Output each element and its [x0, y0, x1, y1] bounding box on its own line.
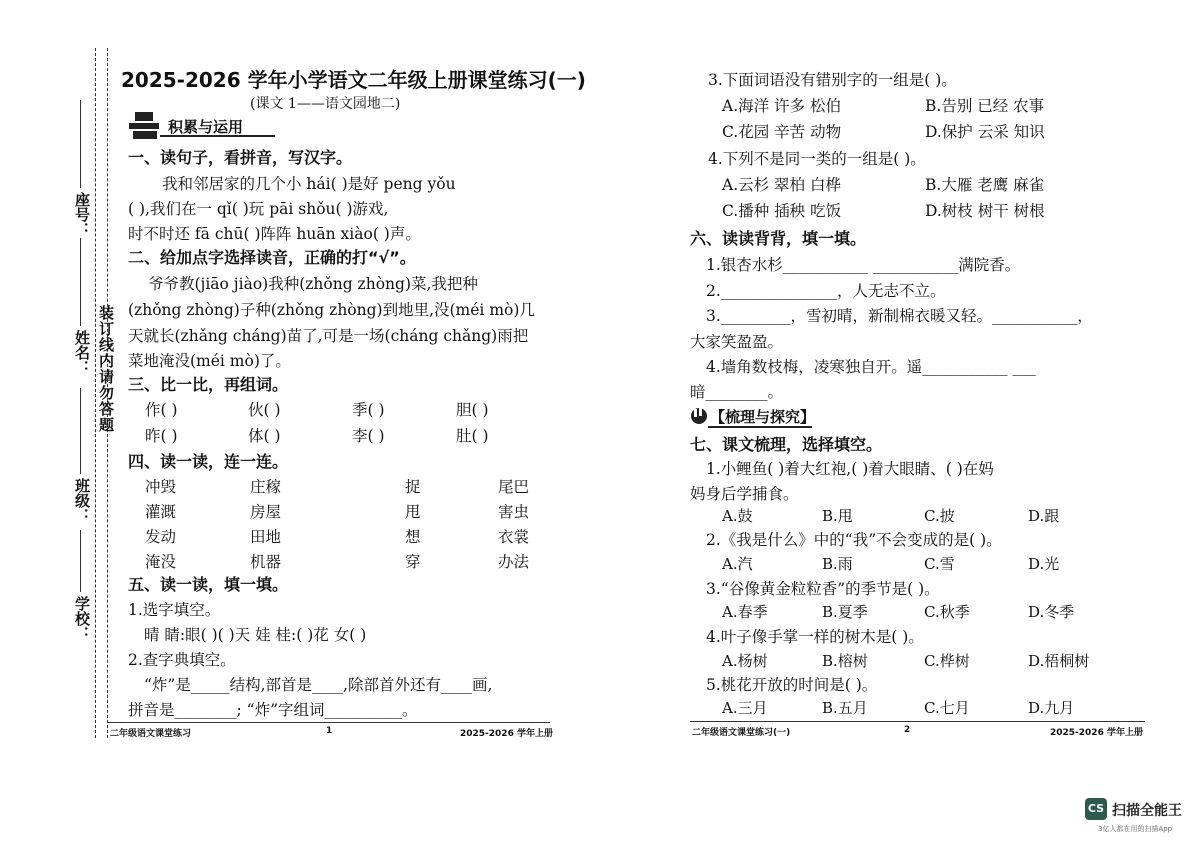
s7-q2: 2.《我是什么》中的“我”不会变成的是( )。: [706, 531, 1002, 549]
s7-q2-option-a[interactable]: A.汽: [722, 555, 753, 573]
class-label: 班级：: [73, 478, 91, 523]
match-item[interactable]: 灌溉: [145, 503, 177, 521]
s7-q1-line-1: 1.小鲤鱼( )着大红袍,( )着大眼睛、( )在妈: [706, 460, 994, 478]
p2-q4-b[interactable]: B.大雁 老鹰 麻雀: [925, 176, 1045, 194]
s7-q1-option-b[interactable]: B.甩: [822, 507, 853, 525]
s6-line-6: 暗________。: [690, 383, 784, 401]
match-item[interactable]: 冲毁: [145, 478, 177, 496]
s7-q3-option-a[interactable]: A.春季: [722, 603, 768, 621]
page-2-footer-rule: [690, 721, 1145, 722]
hand-icon: [688, 406, 710, 426]
s7-q5: 5.桃花开放的时间是( )。: [706, 676, 878, 694]
banner-explore-label: 【梳理与探究】: [710, 408, 816, 426]
s7-q4-option-a[interactable]: A.杨树: [722, 652, 768, 670]
p2-q3-a[interactable]: A.海洋 许多 松伯: [722, 97, 841, 115]
section-1-heading: 一、读句子，看拼音，写汉字。: [128, 148, 353, 167]
s6-line-1: 1.银杏水杉___________ ___________满院香。: [706, 256, 1021, 274]
banner-label: 积累与运用: [168, 118, 244, 136]
s7-q4: 4.叶子像手掌一样的树木是( )。: [706, 628, 924, 646]
p2-q3-b[interactable]: B.告别 已经 农事: [925, 97, 1045, 115]
seat-field[interactable]: [80, 100, 81, 188]
s7-q5-option-b[interactable]: B.五月: [822, 699, 868, 717]
s3-r2-c1: 昨( ): [145, 427, 178, 445]
match-item[interactable]: 发动: [145, 528, 177, 546]
section-4-heading: 四、读一读，连一连。: [128, 452, 289, 471]
match-item[interactable]: 房屋: [250, 503, 282, 521]
s7-q4-option-d[interactable]: D.梧桐树: [1028, 652, 1090, 670]
s3-r1-c4: 胆( ): [456, 401, 489, 419]
s7-q1-option-d[interactable]: D.跟: [1028, 507, 1060, 525]
seat-label: 座号：: [73, 192, 91, 237]
s6-line-2: 2._______________，人无志不立。: [706, 282, 946, 300]
page-subtitle: (课文 1——语文园地二): [250, 96, 401, 112]
s7-q3: 3.“谷像黄金粒粒香”的季节是( )。: [706, 580, 940, 598]
match-item[interactable]: 机器: [250, 553, 282, 571]
s3-r2-c3: 李( ): [352, 427, 385, 445]
p2-q4-a[interactable]: A.云杉 翠柏 白桦: [722, 176, 841, 194]
s7-q3-option-d[interactable]: D.冬季: [1028, 603, 1075, 621]
s7-q5-option-a[interactable]: A.三月: [722, 699, 768, 717]
s7-q1-line-2: 妈身后学捕食。: [690, 485, 799, 503]
p2-q3-c[interactable]: C.花园 辛苦 动物: [722, 123, 842, 141]
s7-q3-option-b[interactable]: B.夏季: [822, 603, 868, 621]
s7-q1-option-c[interactable]: C.披: [924, 507, 955, 525]
s5-q1-line: 晴 睛:眼( )( )天 娃 桂:( )花 女( ): [144, 626, 367, 644]
page-2-number: 2: [904, 725, 911, 735]
section-6-heading: 六、读读背背，填一填。: [690, 229, 867, 248]
binding-notice: 装订线内请勿答题: [97, 305, 115, 433]
page-1-footer-right: 2025-2026 学年上册: [460, 729, 553, 739]
match-item[interactable]: 田地: [250, 528, 282, 546]
s6-line-3: 3._________，雪初晴，新制棉衣暖又轻。___________，: [706, 307, 1093, 325]
p2-q3-d[interactable]: D.保护 云采 知识: [925, 123, 1045, 141]
p2-q3: 3.下面词语没有错别字的一组是( )。: [708, 71, 957, 89]
s7-q4-option-b[interactable]: B.榕树: [822, 652, 868, 670]
class-field[interactable]: [80, 388, 81, 474]
section-5-heading: 五、读一读，填一填。: [128, 575, 289, 594]
s7-q1-option-a[interactable]: A.鼓: [722, 507, 753, 525]
banner-explore-underline: [708, 426, 812, 428]
section-3-heading: 三、比一比，再组词。: [128, 375, 289, 394]
s5-q2-line-2: 拼音是________; “炸”字组词__________。: [128, 701, 418, 719]
match-item[interactable]: 害虫: [498, 503, 530, 521]
s5-q2: 2.查字典填空。: [128, 651, 236, 669]
p2-q4: 4.下列不是同一类的一组是( )。: [708, 150, 926, 168]
s6-line-5: 4.墙角数枝梅，凌寒独自开。遥___________ ___: [706, 358, 1036, 376]
s3-r1-c2: 伙( ): [248, 401, 281, 419]
match-item[interactable]: 办法: [498, 553, 530, 571]
match-item[interactable]: 想: [405, 528, 421, 546]
s7-q2-option-b[interactable]: B.雨: [822, 555, 853, 573]
page-1-footer-left: 二年级语文课堂练习: [110, 729, 192, 739]
s7-q2-option-d[interactable]: D.光: [1028, 555, 1060, 573]
camscanner-logo-icon: CS: [1085, 798, 1107, 820]
section-7-heading: 七、课文梳理，选择填空。: [690, 435, 883, 454]
match-item[interactable]: 庄稼: [250, 478, 282, 496]
watermark-name: 扫描全能王: [1112, 803, 1182, 819]
page-2-footer-right: 2025-2026 学年上册: [1050, 728, 1143, 738]
s1-line-2: ( ),我们在一 qǐ( )玩 pāi shǒu( )游戏,: [128, 200, 389, 218]
match-item[interactable]: 尾巴: [498, 478, 530, 496]
school-field[interactable]: [80, 530, 81, 592]
s7-q5-option-c[interactable]: C.七月: [924, 699, 970, 717]
match-item[interactable]: 捉: [405, 478, 421, 496]
s1-line-3: 时不时还 fā chū( )阵阵 huān xiào( )声。: [128, 225, 421, 243]
page-2-footer-left: 二年级语文课堂练习(一): [692, 728, 791, 738]
s3-r2-c4: 肚( ): [456, 427, 489, 445]
page-1-number: 1: [326, 726, 333, 736]
s1-line-1: 我和邻居家的几个小 hái( )是好 peng yǒu: [162, 175, 456, 193]
page-title: 2025-2026 学年小学语文二年级上册课堂练习(一): [121, 68, 586, 92]
p2-q4-d[interactable]: D.树枝 树干 树根: [925, 202, 1045, 220]
s7-q4-option-c[interactable]: C.桦树: [924, 652, 970, 670]
banner-book-icon: [126, 110, 164, 142]
section-2-heading: 二、给加点字选择读音，正确的打“√”。: [128, 248, 416, 267]
name-field[interactable]: [80, 238, 81, 326]
school-label: 学校：: [73, 596, 91, 641]
match-item[interactable]: 甩: [405, 503, 421, 521]
page-1-footer-rule: [108, 722, 550, 723]
name-label: 姓名：: [73, 330, 91, 375]
s3-r2-c2: 体( ): [248, 427, 281, 445]
match-item[interactable]: 淹没: [145, 553, 177, 571]
match-item[interactable]: 衣裳: [498, 528, 530, 546]
s7-q3-option-c[interactable]: C.秋季: [924, 603, 970, 621]
watermark-tagline: 3亿人都在用的扫描App: [1098, 825, 1173, 833]
s2-line-1: 爷爷教(jiāo jiào)我种(zhǒng zhòng)菜,我把种: [148, 275, 478, 293]
s5-q1: 1.选字填空。: [128, 601, 221, 619]
s3-r1-c1: 作( ): [145, 401, 178, 419]
p2-q4-c[interactable]: C.播种 插秧 吃饭: [722, 202, 842, 220]
match-item[interactable]: 穿: [405, 553, 421, 571]
s7-q5-option-d[interactable]: D.九月: [1028, 699, 1075, 717]
s2-line-3: 天就长(zhǎng cháng)苗了,可是一场(cháng chǎng)雨把: [128, 327, 529, 345]
s7-q2-option-c[interactable]: C.雪: [924, 555, 955, 573]
s6-line-4: 大家笑盈盈。: [690, 333, 784, 351]
s2-line-2: (zhǒng zhòng)子种(zhǒng zhòng)到地里,没(méi mò)几: [128, 301, 535, 319]
s5-q2-line-1: “炸”是_____结构,部首是____,除部首外还有____画,: [144, 676, 493, 694]
s3-r1-c3: 季( ): [352, 401, 385, 419]
s2-line-4: 菜地淹没(méi mò)了。: [128, 352, 291, 370]
